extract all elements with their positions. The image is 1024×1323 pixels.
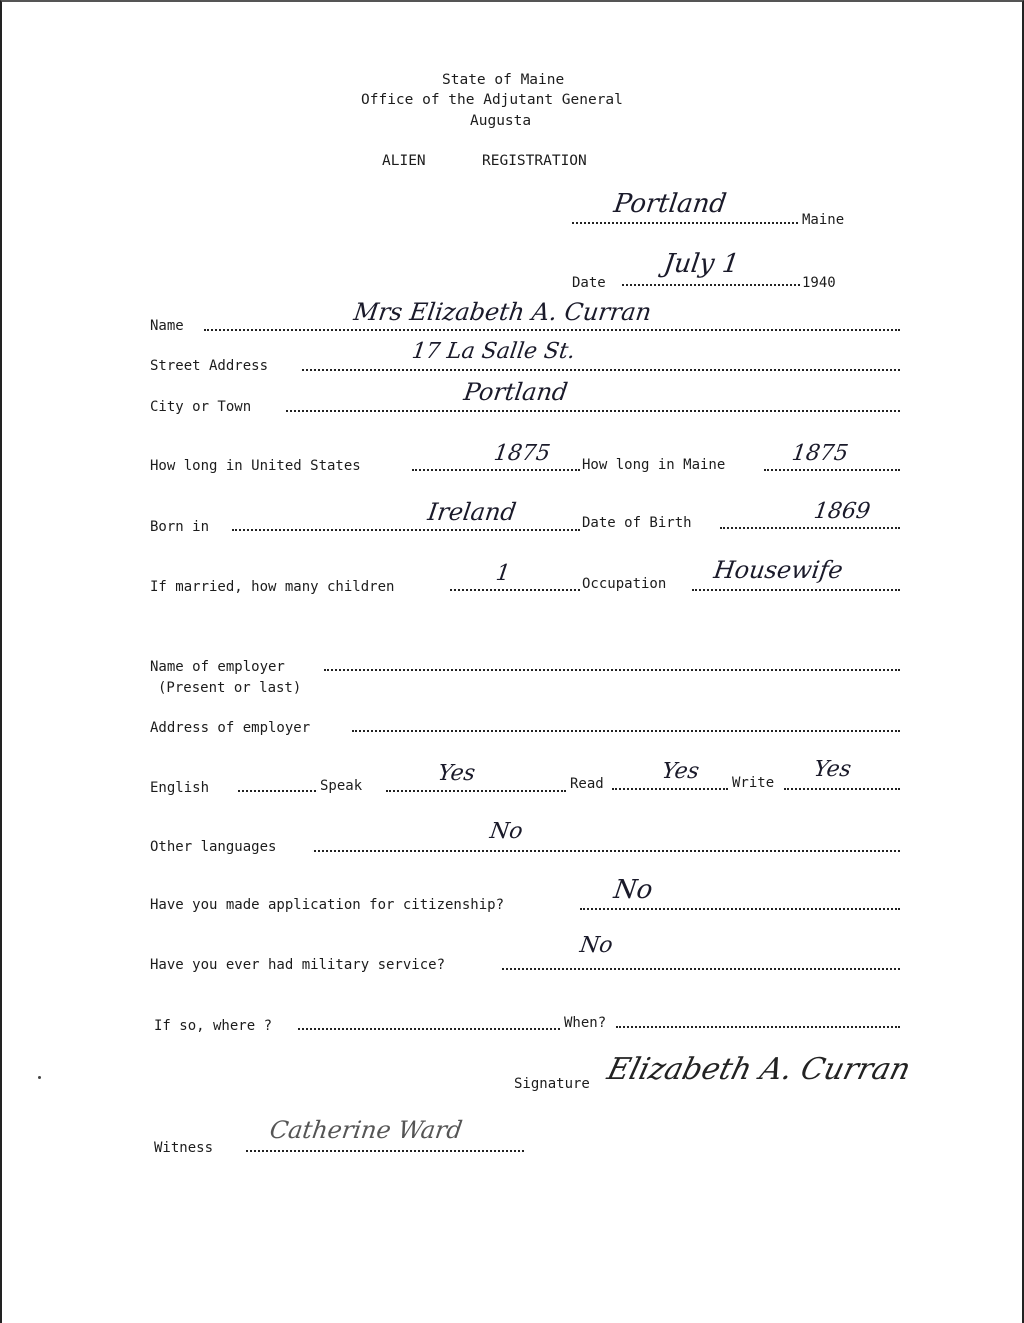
scan-speck bbox=[38, 1076, 41, 1079]
header-city: Augusta bbox=[470, 113, 532, 129]
born-label: Born in bbox=[150, 519, 210, 535]
children-value: 1 bbox=[494, 561, 512, 586]
header-office: Office of the Adjutant General bbox=[361, 92, 623, 108]
street-label: Street Address bbox=[150, 358, 269, 374]
when-dots bbox=[616, 1014, 900, 1028]
city-dots bbox=[286, 398, 900, 412]
city-label: City or Town bbox=[150, 399, 252, 415]
name-value: Mrs Elizabeth A. Curran bbox=[352, 298, 654, 326]
born-dots bbox=[232, 517, 580, 531]
children-label: If married, how many children bbox=[150, 579, 395, 595]
speak-value: Yes bbox=[436, 761, 477, 786]
name-label: Name bbox=[150, 318, 184, 334]
street-dots bbox=[302, 357, 900, 371]
witness-value: Catherine Ward bbox=[268, 1116, 465, 1144]
employer-address-dots bbox=[352, 718, 900, 732]
date-value: July 1 bbox=[661, 249, 742, 279]
employer-sublabel: (Present or last) bbox=[158, 680, 302, 696]
dob-value: 1869 bbox=[812, 499, 872, 524]
form-title-alien: ALIEN bbox=[382, 153, 426, 169]
street-value: 17 La Salle St. bbox=[410, 339, 577, 364]
date-label: Date bbox=[572, 275, 606, 291]
form-title-registration: REGISTRATION bbox=[482, 153, 587, 169]
signature-value: Elizabeth A. Curran bbox=[603, 1052, 915, 1087]
place-value: Portland bbox=[611, 189, 729, 219]
speak-dots bbox=[386, 778, 566, 792]
employer-address-label: Address of employer bbox=[150, 720, 311, 736]
other-languages-label: Other languages bbox=[150, 839, 277, 855]
us-long-value: 1875 bbox=[492, 441, 552, 466]
where-label: If so, where ? bbox=[154, 1018, 273, 1034]
citizenship-label: Have you made application for citizenship? bbox=[150, 897, 505, 913]
when-label: When? bbox=[564, 1015, 607, 1031]
english-dots-1 bbox=[238, 778, 316, 792]
employer-label: Name of employer bbox=[150, 659, 285, 675]
city-value: Portland bbox=[462, 378, 570, 406]
occupation-value: Housewife bbox=[712, 556, 845, 584]
me-long-label: How long in Maine bbox=[582, 457, 726, 473]
place-suffix: Maine bbox=[802, 212, 845, 228]
children-dots bbox=[450, 577, 580, 591]
me-long-value: 1875 bbox=[790, 441, 850, 466]
dob-dots bbox=[720, 515, 900, 529]
witness-label: Witness bbox=[154, 1140, 214, 1156]
write-value: Yes bbox=[812, 757, 853, 782]
military-label: Have you ever had military service? bbox=[150, 957, 446, 973]
military-value: No bbox=[578, 933, 615, 958]
dob-label: Date of Birth bbox=[582, 515, 692, 531]
read-label: Read bbox=[570, 776, 604, 792]
english-label: English bbox=[150, 780, 210, 796]
date-year: 1940 bbox=[802, 275, 836, 291]
other-languages-value: No bbox=[488, 819, 525, 844]
write-label: Write bbox=[732, 775, 775, 791]
header-state: State of Maine bbox=[442, 72, 565, 88]
military-dots bbox=[502, 956, 900, 970]
employer-dots bbox=[324, 657, 900, 671]
citizenship-value: No bbox=[611, 875, 655, 905]
where-dots bbox=[298, 1016, 560, 1030]
other-languages-dots bbox=[314, 838, 900, 852]
signature-label: Signature bbox=[514, 1076, 590, 1092]
occupation-label: Occupation bbox=[582, 576, 667, 592]
born-value: Ireland bbox=[426, 498, 518, 526]
us-long-label: How long in United States bbox=[150, 458, 361, 474]
read-value: Yes bbox=[660, 759, 701, 784]
speak-label: Speak bbox=[320, 778, 363, 794]
